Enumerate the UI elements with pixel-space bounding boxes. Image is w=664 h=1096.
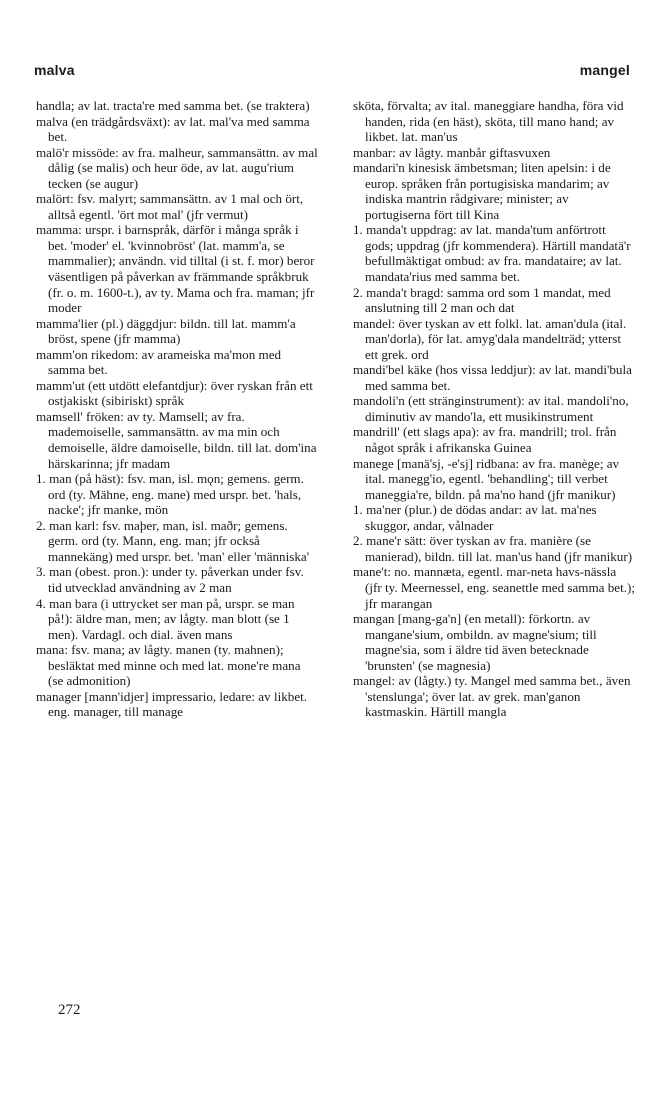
- dictionary-entry: 1. manda't uppdrag: av lat. manda'tum anförtrott gods; uppdrag (jfr kommendera). Härtill mandatä'r befullmäktigat ombud: av fra. mandataire; av lat. mandata'rius med samma bet.: [353, 222, 631, 285]
- dictionary-entry: mangan [mang-ga'n] (en metall): förkortn. av mangane'sium, ombildn. av magne'sium; till magne'sia, som i äldre tid även betecknade 'brunsten' (se magnesia): [353, 611, 597, 673]
- right-column: [353, 98, 636, 720]
- dictionary-entry: manege [manä'sj, -e'sj] ridbana: av fra. manège; av ital. manegg'io, egentl. 'behandling'; till verbet maneggia're, bildn. på ma'no hand (jfr manikur): [353, 455, 620, 502]
- dictionary-entry: mandrill' (ett slags apa): av fra. mandrill; trol. från något språk i afrikanska Guinea: [353, 424, 617, 456]
- dictionary-entry: 1. ma'ner (plur.) de dödas andar: av lat. ma'nes skuggor, andar, vålnader: [353, 502, 597, 533]
- page-number: 272: [58, 1002, 81, 1018]
- dictionary-entry: mamsell' fröken: av ty. Mamsell; av fra. mademoiselle, sammansättn. av ma min och demoiselle, äldre damoiselle, bildn. till lat. dom'ina härskarinna; jfr madam: [36, 408, 317, 471]
- running-head-right: mangel: [579, 62, 630, 78]
- dictionary-entry: mangel: av (lågty.) ty. Mangel med samma bet., även 'stenslunga'; över lat. av grek. man'ganon kastmaskin. Härtill mangla: [353, 673, 631, 720]
- dictionary-entry: malva (en trädgårdsväxt): av lat. mal'va med samma bet.: [36, 113, 310, 145]
- dictionary-entry: mandi'bel käke (hos vissa leddjur): av lat. mandi'bula med samma bet.: [353, 362, 632, 393]
- dictionary-entry: malört: fsv. malyrt; sammansättn. av 1 mal och ört, alltså egentl. 'ört mot mal' (jfr vermut): [36, 191, 304, 222]
- dictionary-entry: mandari'n kinesisk ämbetsman; liten apelsin: i de europ. språken från portugisiska mandarim; av indiska mantrin rådgivare; minister; av portugiserna fört till Kina: [353, 160, 611, 222]
- dictionary-entry: manbar: av lågty. manbår giftasvuxen: [353, 144, 551, 160]
- dictionary-entry: 2. man karl: fsv. maþer, man, isl. maðr; gemens. germ. ord (ty. Mann, eng. man; jfr också mannekäng) med urspr. bet. 'man' eller 'människa': [36, 517, 310, 564]
- running-head-left: malva: [34, 62, 75, 78]
- dictionary-entry: 1. man (på häst): fsv. man, isl. mǫn; gemens. germ. ord (ty. Mähne, eng. mane) med urspr. bet. 'hals, nacke'; jfr manke, mön: [36, 471, 304, 518]
- dictionary-entry: mana: fsv. mana; av lågty. manen (ty. mahnen); besläktat med minne och med lat. mone're mana (se admonition): [36, 642, 301, 689]
- dictionary-entry: mandoli'n (ett stränginstrument): av ital. mandoli'no, diminutiv av mando'la, ett musikinstrument: [353, 393, 629, 424]
- dictionary-entry: 2. mane'r sätt: över tyskan av fra. manière (se manierad), bildn. till lat. man'us hand (jfr manikur): [353, 533, 633, 564]
- dictionary-entry: sköta, förvalta; av ital. maneggiare handha, föra vid handen, rida (en häst), sköta, till mano hand; av likbet. lat. man'us: [353, 98, 624, 145]
- dictionary-entry: 2. manda't bragd: samma ord som 1 mandat, med anslutning till 2 man och dat: [353, 284, 611, 316]
- dictionary-entry: mamm'on rikedom: av arameiska ma'mon med samma bet.: [36, 346, 282, 378]
- dictionary-entry: malö'r missöde: av fra. malheur, sammansättn. av mal dålig (se malis) och heur öde, av lat. augu'rium tecken (se augur): [36, 144, 318, 191]
- dictionary-entry: handla; av lat. tracta're med samma bet. (se traktera): [36, 98, 310, 113]
- dictionary-entry: 3. man (obest. pron.): under ty. påverkan under fsv. tid utvecklad användning av 2 man: [36, 564, 304, 595]
- left-column: [36, 98, 319, 720]
- dictionary-entry: manager [mann'idjer] impressario, ledare: av likbet. eng. manager, till manage: [36, 688, 308, 720]
- dictionary-entry: mane't: no. mannæta, egentl. mar-neta havs-nässla (jfr ty. Meernessel, eng. seanettle med samma bet.); jfr marangan: [353, 564, 636, 611]
- dictionary-entry: mandel: över tyskan av ett folkl. lat. aman'dula (ital. man'dorla), för lat. amyg'dala mandelträd; ytterst ett grek. ord: [353, 315, 627, 362]
- dictionary-entry: 4. man bara (i uttrycket ser man på, urspr. se man på!): äldre man, men; av lågty. man blott (se 1 men). Vardagl. och dial. även mans: [36, 595, 295, 642]
- dictionary-entry: mamma: urspr. i barnspråk, därför i många språk i bet. 'moder' el. 'kvinnobröst' (lat. mamm'a, se mammalier); användn. vid tilltal (i st. f. mor) beror väsentligen på påverkan av främmande språkbruk (fr. o. m. 1600-t.), av ty. Mama och fra. maman; jfr moder: [36, 222, 315, 316]
- dictionary-entry: mamm'ut (ett utdött elefantdjur): över ryskan från ett ostjakiskt (sibiriskt) språk: [36, 377, 313, 409]
- dictionary-entry: mamma'lier (pl.) däggdjur: bildn. till lat. mamm'a bröst, spene (jfr mamma): [36, 315, 296, 347]
